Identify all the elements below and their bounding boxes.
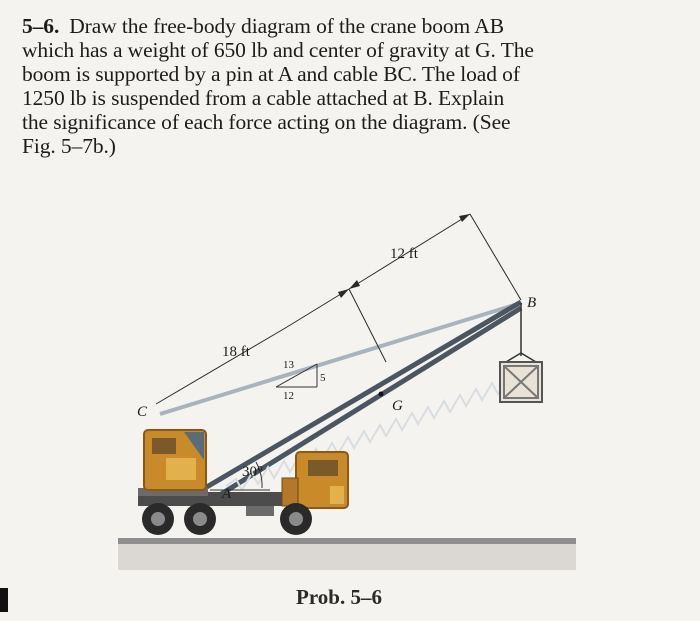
point-label-c: C xyxy=(137,404,148,420)
problem-line-3: boom is supported by a pin at A and cable BC. The load of xyxy=(22,62,520,86)
load-crate xyxy=(500,353,542,402)
center-of-gravity-marker xyxy=(379,392,384,397)
page-edge-mark xyxy=(0,588,8,612)
angle-label: 30° xyxy=(242,464,263,480)
problem-line-1: 5–6. Draw the free-body diagram of the crane boom AB xyxy=(22,14,504,38)
slope-label-run: 12 xyxy=(283,390,294,402)
problem-number: 5–6. xyxy=(22,14,60,38)
dimension-line-18ft xyxy=(156,327,287,404)
problem-line-6: Fig. 5–7b.) xyxy=(22,134,116,158)
ground-surface xyxy=(118,538,576,544)
slope-label-hypotenuse: 13 xyxy=(283,359,294,371)
slope-label-rise: 5 xyxy=(320,372,326,384)
extension-line-b xyxy=(470,214,521,300)
problem-line-2: which has a weight of 650 lb and center of gravity at G. The xyxy=(22,38,534,62)
dimension-label-12ft: 12 ft xyxy=(390,246,418,262)
dimension-lines xyxy=(156,214,521,404)
point-label-a: A xyxy=(222,486,232,502)
problem-line-4: 1250 lb is suspended from a cable attached at B. Explain xyxy=(22,86,505,110)
point-label-b: B xyxy=(527,295,537,311)
figure-caption: Prob. 5–6 xyxy=(296,585,382,609)
ground-shadow xyxy=(118,544,576,570)
cable-bc xyxy=(160,303,521,414)
dimension-label-18ft: 18 ft xyxy=(222,344,250,360)
problem-line-5: the significance of each force acting on the diagram. (See xyxy=(22,110,511,134)
point-label-g: G xyxy=(392,398,403,414)
